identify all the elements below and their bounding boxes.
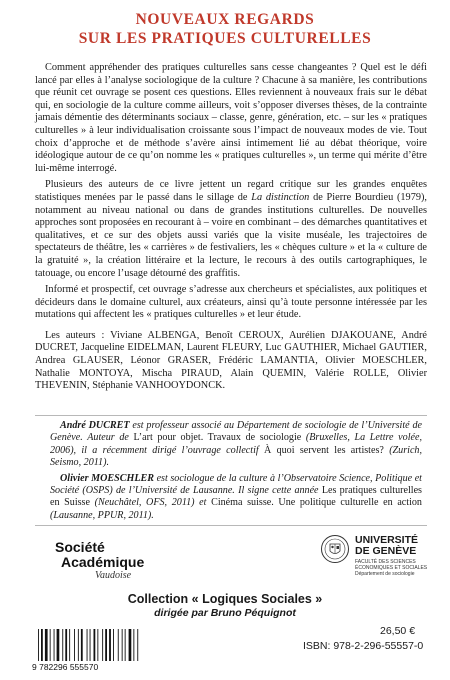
text-span: Plusieurs des auteurs de ce livre jettent un regard critique sur les grandes enquêtes statistiques menées par le passé dans le sillage de (35, 179, 427, 203)
blurb-paragraph-3: Informé et prospectif, cet ouvrage s’adresse aux chercheurs et spécialistes, aux politiques et décideurs dans le domaine culturel, aux créateurs, ainsi qu’à toute personne intéressée par les mutations qui affectent les « pratiques culturelles » et leur étude. (35, 284, 427, 321)
text-span: est sociologue de la culture à l’Observatoire Science, Politique et Société (OSPS) de l’Université de Lausanne. Il signe cette année (50, 472, 422, 497)
text-span: de Pierre Bourdieu (1979), notamment au niveau national ou dans de grandes institutions culturelles. De nouvelles approches sont proposées en recourant à – voire en combinant – des démarches quantitatives et qualitatives, et ce sur des objets aussi variés que la visite muséale, les trajectoires de spectateurs de théâtre, les « carrières » de festivaliers, les « chèques culture » et la « culture de la gratuité », la création littéraire et la lecture, le recours à des outils cartographiques, le tatouage, ou encore l’usage détourné des graffitis. (35, 191, 427, 279)
university-seal-icon (320, 534, 350, 564)
faculty-label: FACULTÉ DES SCIENCES ÉCONOMIQUES ET SOCIALES Département de sociologie (355, 559, 428, 577)
logo-text: DE GENÈVE (355, 545, 417, 557)
blurb (35, 62, 427, 397)
book-title-ref: À quoi servent les artistes? (264, 444, 384, 456)
authors-list: Les auteurs : Viviane ALBENGA, Benoît CEROUX, Aurélien DJAKOUANE, André DUCRET, Jacqueline EIDELMAN, Laurent FLEURY, Luc GAUTHIER, Michael GAUTIER, Andrea GLAUSER, Léonor GRASER, Frédéric LAMANTIA, Olivier MOESCHLER, Nathalie MONTOYA, Mischa PIRAUD, Alain QUEMIN, Valérie ROLLE, Olivier THEVENIN, Stéphanie VANHOOYDONCK. (35, 329, 427, 392)
title-line-1: NOUVEAUX REGARDS (135, 11, 315, 28)
collection-director: dirigée par Bruno Péquignot (154, 607, 296, 619)
text-span: (Neuchâtel, OFS, 2011) et (89, 497, 212, 509)
blurb-paragraph-1: Comment appréhender des pratiques culturelles sans cesse changeantes ? Quel est le défi lancé par elles à l’analyse sociologique de la culture ? Chacune à sa manière, les contributions que réunit cet ouvrage se posent ces questions. Elles reviennent à nouveaux frais sur le débat qui, en sociologie de la culture comme ailleurs, voit s’opposer diverses thèses, de la contrainte jamais démentie des déterminants sociaux – classe, genre, génération, etc. – sur les « pratiques culturelles » à leur individualisation croissante sous l’impact de nouveaux modes de vie. Tout choix d’approche et de méthode s’avère ainsi intimement lié au débat théorique, voire idéologique autour de ce qu’on nomme les « pratiques culturelles », un terme qui mérite d’être lui-même interrogé. (35, 62, 427, 174)
logo-text: Société (55, 539, 105, 555)
author-name: André DUCRET (60, 420, 130, 431)
author-name: Olivier MOESCHLER (60, 472, 154, 484)
logo-text: UNIVERSITÉ (355, 534, 419, 546)
title-line-2: SUR LES PRATIQUES CULTURELLES (78, 30, 372, 47)
text-span: (Bruxelles, La Lettre volée, 2006), il a récemment dirigé l’ouvrage collectif (50, 432, 422, 456)
societe-academique-vaudoise-logo (55, 540, 144, 581)
logo-text: Vaudoise (95, 570, 132, 581)
isbn: ISBN: 978-2-296-55557-0 (303, 640, 424, 652)
bio-moeschler (50, 473, 422, 523)
collection-info (0, 592, 450, 620)
book-title-ref: Les pratiques culturelles en Suisse (50, 485, 422, 509)
cited-title: La distinction (251, 191, 310, 203)
logo-text: Académique (61, 554, 145, 570)
barcode-icon (30, 629, 142, 671)
text-span: (Lausanne, PPUR, 2011). (50, 509, 154, 521)
bio-ducret (50, 420, 422, 470)
book-title-ref: Cinéma suisse. Une politique culturelle en action (211, 497, 422, 509)
divider-top (35, 415, 427, 416)
editor-bios (50, 420, 422, 525)
book-title (0, 10, 450, 48)
blurb-paragraph-2 (35, 179, 427, 280)
book-title-ref: L’art pour objet. Travaux de sociologie (133, 432, 302, 444)
text-span: est professeur associé au Département de sociologie de l’Université de Genève. Auteur de (50, 420, 422, 444)
collection-name: Collection « Logiques Sociales » (127, 592, 323, 606)
price: 26,50 € (380, 625, 416, 637)
divider-bottom (35, 525, 427, 526)
text-span: (Zurich, Seismo, 2011). (50, 444, 422, 469)
barcode-digits: 9 782296 555570 (32, 662, 99, 671)
